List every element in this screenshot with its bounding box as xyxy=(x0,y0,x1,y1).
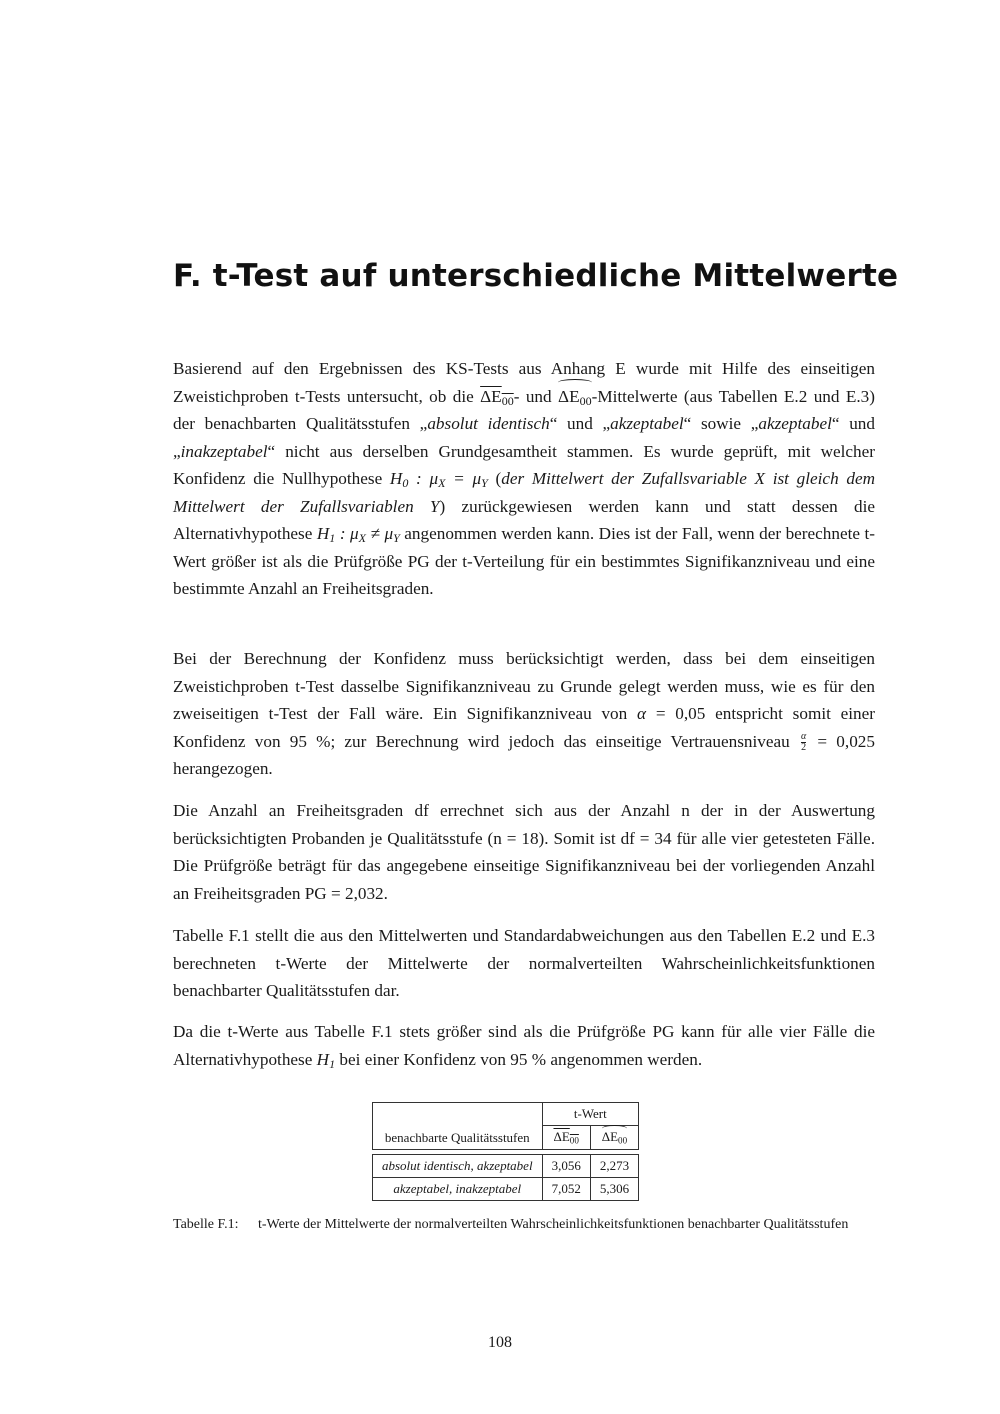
table-caption xyxy=(173,1215,875,1234)
delta-e00-hat: $\Delta E_{00}$ xyxy=(558,383,592,411)
caption-text: t-Werte der Mittelwerte der normalverteilten Wahrscheinlichkeitsfunktionen benachbarter Qualitätsstufen xyxy=(258,1217,849,1232)
alternative-hypothesis: $H_1$ : $\mu_X \ne \mu_Y$ xyxy=(316,524,400,545)
table-cell: 3,056 xyxy=(542,1154,590,1177)
paragraph-table-reference: Tabelle F.1 stellt die aus den Mittelwerten und Standardabweichungen aus den Tabellen E.2 und E.3 berechneten t-Werte der Mittelwerte der normalverteilten Wahrscheinlichkeitsfunktionen benachbarter Qualitätsstufen dar. xyxy=(173,926,875,1000)
table-cell: 5,306 xyxy=(590,1177,638,1200)
paragraph-conclusion: Da die t-Werte aus Tabelle F.1 stets größer sind als die Prüfgröße PG kann für alle vier Fälle die Alternativhypothese $H_1$ bei einer Konfidenz von 95 % angenommen werden. xyxy=(173,1022,875,1071)
table-group-header: t-Wert xyxy=(542,1103,639,1126)
table-row-header: benachbarte Qualitätsstufen xyxy=(373,1126,543,1150)
chapter-title: F. t-Test auf unterschiedliche Mittelwerte xyxy=(173,258,899,294)
alpha-half-fraction: $\frac{\alpha}{2}$ xyxy=(800,731,807,754)
table-corner-cell xyxy=(373,1103,543,1126)
paragraph-intro: Basierend auf den Ergebnissen des KS-Tests aus Anhang E wurde mit Hilfe des einseitigen Zweistichproben t-Tests untersucht, ob die $\Delta E_{00}-$ und $\Delta E_{00}$-Mittelwerte (aus Tabellen E.2 und E.3) der benachbarten Qualitätsstufen „absolut identisch“ und „akzeptabel“ sowie „akzeptabel“ und „inakzeptabel“ nicht aus derselben Grundgesamtheit stammen. Es wurde geprüft, mit welcher Konfidenz die Nullhypothese $H_0$ : $\mu_X = \mu_Y$ (der Mittelwert der Zufallsvariable X ist gleich dem Mittelwert der Zufallsvariablen Y) zurückgewiesen werden kann und statt dessen die Alternativhypothese $H_1$ : $\mu_X \ne \mu_Y$ angenommen werden kann. Dies ist der Fall, wenn der berechnete t-Wert größer ist als die Prüfgröße PG der t-Verteilung für ein bestimmtes Signifikanzniveau und eine bestimmte Anzahl an Freiheitsgraden. xyxy=(173,359,875,598)
paragraph-degrees-of-freedom: Die Anzahl an Freiheitsgraden df errechnet sich aus der Anzahl n der in der Auswertung berücksichtigten Probanden je Qualitätsstufe (n = 18). Somit ist df = 34 für alle vier getesteten Fälle. Die Prüfgröße beträgt für das angegebene einseitige Signifikanzniveau bei der vorliegenden Anzahl an Freiheitsgraden PG = 2,032. xyxy=(173,801,875,903)
table-cell: 2,273 xyxy=(590,1154,638,1177)
page-number: 108 xyxy=(488,1334,512,1351)
table-col-header-overline: $\Delta E_{00}$ xyxy=(542,1126,590,1150)
table-row xyxy=(373,1177,639,1200)
table-row xyxy=(373,1154,639,1177)
h1-symbol: $H_1$ xyxy=(316,1049,336,1071)
t-value-table xyxy=(372,1102,639,1201)
null-hypothesis: $H_0$ : $\mu_X = \mu_Y$ xyxy=(389,469,488,490)
caption-label: Tabelle F.1: xyxy=(173,1217,239,1232)
delta-e00-overline: $\Delta E_{00}$ xyxy=(480,386,514,408)
table-row-label: absolut identisch, akzeptabel xyxy=(373,1154,543,1177)
table-row-label: akzeptabel, inakzeptabel xyxy=(373,1177,543,1200)
table-cell: 7,052 xyxy=(542,1177,590,1200)
paragraph-confidence: Bei der Berechnung der Konfidenz muss berücksichtigt werden, dass bei dem einseitigen Zweistichproben t-Test dasselbe Signifikanzniveau zu Grunde gelegt werden muss, wie es für den zweiseitigen t-Test der Fall wäre. Ein Signifikanzniveau von α = 0,05 entspricht somit einer Konfidenz von 95 %; zur Berechnung wird jedoch das einseitige Vertrauensniveau $\frac{\alpha}{2}$ = 0,025 herangezogen. xyxy=(173,649,875,778)
table-col-header-hat: $\Delta E_{00}$ xyxy=(590,1126,638,1150)
